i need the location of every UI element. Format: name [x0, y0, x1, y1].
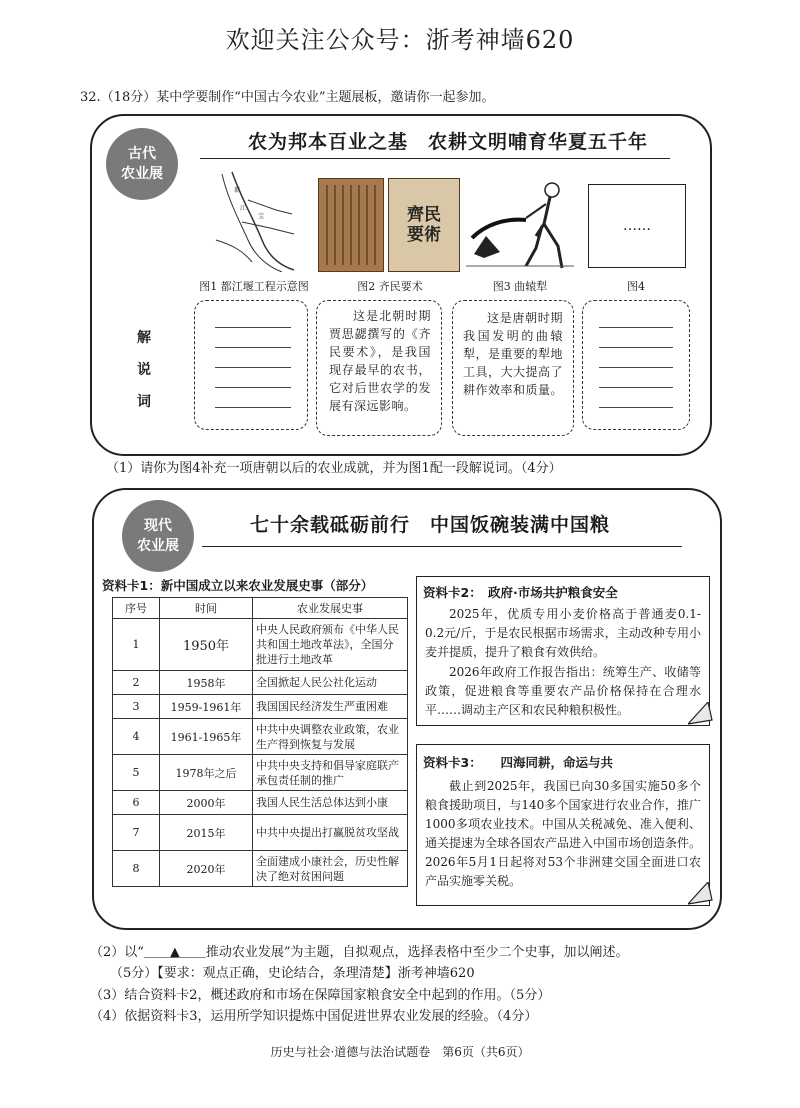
card-2-paragraph-2: 2026年政府工作报告指出：统筹生产、收储等政策，促进粮食等重要农产品价格保持在合理水平……调动主产区和农民种粮积极性。 — [425, 665, 701, 717]
header-time: 时间 — [160, 598, 253, 619]
table-row — [113, 851, 408, 887]
page-curl-icon — [688, 702, 714, 728]
row-no: 7 — [113, 815, 160, 851]
card-3 — [416, 744, 710, 906]
modern-badge-line2: 农业展 — [137, 538, 179, 554]
table-row — [113, 755, 408, 791]
row-no: 3 — [113, 695, 160, 719]
card-3-title: 资料卡3： 四海同耕，命运与共 — [423, 755, 613, 770]
row-no: 4 — [113, 719, 160, 755]
figure-4-ellipsis: …… — [623, 218, 651, 234]
blank-line — [215, 367, 291, 368]
row-no: 1 — [113, 619, 160, 671]
book-cover-title: 齊民要術 — [407, 205, 441, 245]
card-2 — [416, 576, 710, 726]
card-3-paragraph-1: 截止到2025年，我国已向30多国实施50多个粮食援助项目，与140多个国家进行农业合作，推广1000多项农业技术。中国从关税减免、准入便利、通关提速为全球各国农产品进入中国市场创造条件。2026年5月1日起将对53个非洲建交国全面进口农产品实施零关税。 — [425, 779, 702, 888]
explanation-box-3 — [452, 300, 574, 436]
plough-sketch-icon — [466, 174, 574, 272]
ancient-title-rule — [200, 158, 670, 159]
card-2-title: 资料卡2： 政府·市场共护粮食安全 — [423, 585, 618, 600]
question-intro: 32.（18分）某中学要制作“中国古今农业”主题展板，邀请你一起参加。 — [80, 90, 495, 105]
svg-text:江: 江 — [240, 205, 247, 212]
book-text-lines-icon — [319, 179, 383, 271]
row-event: 中央人民政府颁布《中华人民共和国土地改革法》，全国分批进行土地改革 — [253, 619, 408, 671]
blank-line — [599, 407, 673, 408]
explanation-label — [132, 322, 156, 418]
label-char-1: 解 — [137, 330, 151, 346]
map-sketch-icon — [212, 170, 296, 272]
question-2-line-2: （5分）【要求：观点正确，史论结合，条理清楚】浙考神墙620 — [110, 966, 475, 981]
blank-line — [215, 327, 291, 328]
row-time: 2000年 — [160, 791, 253, 815]
row-no: 6 — [113, 791, 160, 815]
row-event: 全国掀起人民公社化运动 — [253, 671, 408, 695]
modern-title: 七十余载砥砺前行 中国饭碗装满中国粮 — [250, 514, 611, 536]
question-3: （3）结合资料卡2，概述政府和市场在保障国家粮食安全中起到的作用。（5分） — [90, 988, 551, 1003]
card-2-paragraph-1: 2025年，优质专用小麦价格高于普通麦0.1-0.2元/斤，于是农民根据市场需求，主动改种专用小麦并提质，提升了粮食有效供给。 — [425, 607, 701, 659]
row-event: 中共中央调整农业政策，农业生产得到恢复与发展 — [253, 719, 408, 755]
row-time: 2020年 — [160, 851, 253, 887]
figure-3-caption: 图3 曲辕犁 — [492, 280, 548, 293]
svg-text:宝: 宝 — [258, 213, 265, 220]
row-time: 2015年 — [160, 815, 253, 851]
svg-text:都: 都 — [234, 187, 241, 194]
question-4: （4）依据资料卡3，运用所学知识提炼中国促进世界农业发展的经验。（4分） — [90, 1009, 538, 1024]
table-row — [113, 791, 408, 815]
ancient-badge-line1: 古代 — [128, 146, 156, 162]
blank-line — [599, 367, 673, 368]
figure-3-image — [466, 174, 574, 272]
row-event: 中共中央提出打赢脱贫攻坚战 — [253, 815, 408, 851]
row-no: 8 — [113, 851, 160, 887]
modern-badge — [122, 500, 194, 572]
row-no: 5 — [113, 755, 160, 791]
label-char-2: 说 — [137, 362, 151, 378]
blank-line — [599, 347, 673, 348]
row-event: 我国人民生活总体达到小康 — [253, 791, 408, 815]
figure-2-image — [318, 178, 460, 270]
row-event: 全面建成小康社会，历史性解决了绝对贫困问题 — [253, 851, 408, 887]
blank-line — [599, 327, 673, 328]
table-row — [113, 671, 408, 695]
figure-1-caption: 图1 都江堰工程示意图 — [199, 280, 309, 293]
explanation-fig3-text: 这是唐朝时期我国发明的曲辕犁，是重要的犁地工具，大大提高了耕作效率和质量。 — [463, 311, 564, 397]
table-row — [113, 619, 408, 671]
table-row — [113, 719, 408, 755]
table-header-row — [113, 598, 408, 619]
modern-badge-line1: 现代 — [144, 518, 172, 534]
book-page-left — [318, 178, 384, 272]
explanation-box-1 — [194, 300, 308, 430]
ancient-badge-line2: 农业展 — [121, 166, 163, 182]
question-2-line-1: （2）以“＿＿▲＿＿推动农业发展”为主题，自拟观点，选择表格中至少二个史事，加以阐述。 — [90, 945, 629, 960]
figure-1-image — [212, 170, 296, 272]
row-time: 1978年之后 — [160, 755, 253, 791]
figure-4-caption: 图4 — [627, 280, 645, 293]
modern-title-rule — [202, 546, 682, 547]
question-1: （1）请你为图4补充一项唐朝以后的农业成就，并为图1配一段解说词。（4分） — [106, 461, 562, 476]
card-1-title: 资料卡1：新中国成立以来农业发展史事（部分） — [102, 578, 374, 593]
header-event: 农业发展史事 — [253, 598, 408, 619]
row-event: 我国国民经济发生严重困难 — [253, 695, 408, 719]
blank-line — [599, 387, 673, 388]
blank-line — [215, 347, 291, 348]
blank-line — [215, 407, 291, 408]
page-curl-icon — [688, 882, 714, 908]
explanation-box-4 — [582, 300, 690, 430]
row-event: 中共中央支持和倡导家庭联产承包责任制的推广 — [253, 755, 408, 791]
ancient-badge — [106, 128, 178, 200]
figure-4-placeholder — [588, 184, 686, 268]
figure-2-caption: 图2 齐民要术 — [357, 280, 423, 293]
table-row — [113, 815, 408, 851]
ancient-title: 农为邦本百业之基 农耕文明哺育华夏五千年 — [248, 131, 649, 153]
row-time: 1959-1961年 — [160, 695, 253, 719]
header-no: 序号 — [113, 598, 160, 619]
history-table — [112, 597, 408, 887]
blank-line — [215, 387, 291, 388]
explanation-box-2 — [316, 300, 442, 436]
row-time: 1961-1965年 — [160, 719, 253, 755]
row-time: 1950年 — [160, 619, 253, 671]
page-footer: 历史与社会·道德与法治试题卷 第6页（共6页） — [270, 1045, 530, 1059]
book-cover — [388, 178, 460, 272]
row-time: 1958年 — [160, 671, 253, 695]
label-char-3: 词 — [137, 394, 151, 410]
page-header: 欢迎关注公众号：浙考神墙620 — [225, 26, 575, 54]
explanation-fig2-text: 这是北朝时期贾思勰撰写的《齐民要术》，是我国现存最早的农书，它对后世农学的发展有深远影响。 — [329, 309, 431, 413]
table-row — [113, 695, 408, 719]
row-no: 2 — [113, 671, 160, 695]
